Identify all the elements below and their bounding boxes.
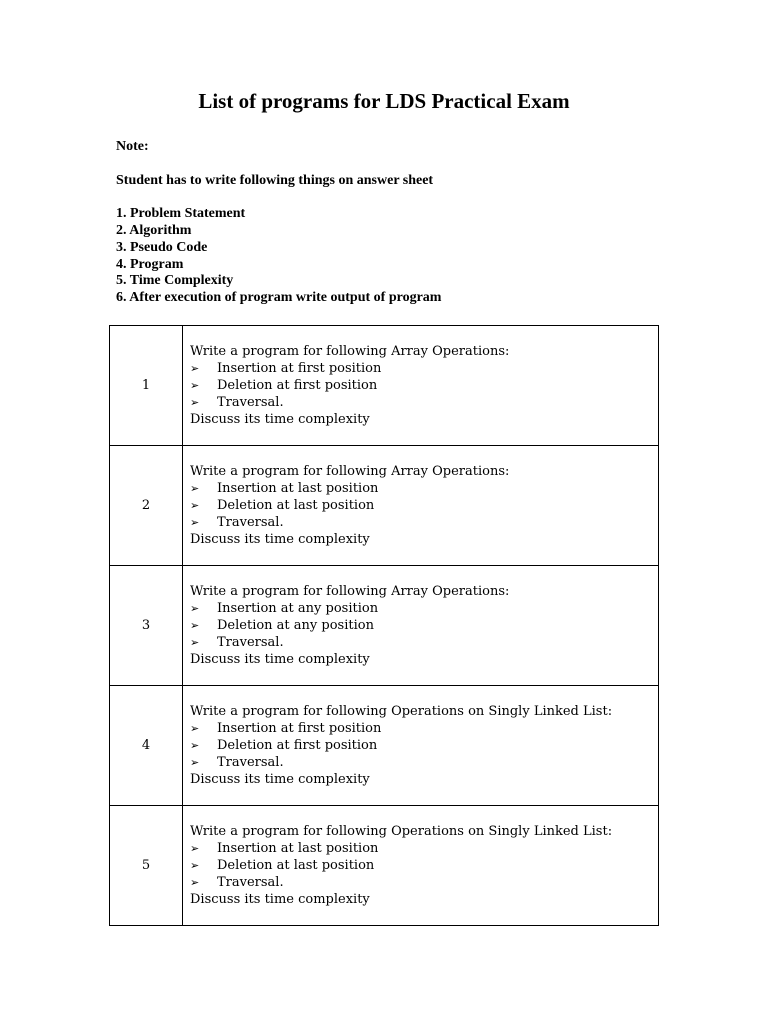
operation-item: ➢ Deletion at last position: [190, 498, 375, 513]
arrow-bullet-icon: ➢: [190, 482, 200, 495]
program-number: 5: [110, 806, 183, 926]
programs-table: [109, 325, 659, 926]
program-number: 1: [110, 326, 183, 446]
arrow-bullet-icon: ➢: [190, 739, 200, 752]
program-outro: Discuss its time complexity: [190, 532, 370, 547]
page-title: List of programs for LDS Practical Exam: [198, 89, 570, 113]
program-intro: Write a program for following Array Operations:: [190, 464, 510, 479]
operation-item: ➢ Traversal.: [190, 635, 284, 650]
operation-item: ➢ Traversal.: [190, 515, 284, 530]
arrow-bullet-icon: ➢: [190, 876, 200, 889]
program-intro: Write a program for following Array Operations:: [190, 344, 510, 359]
operation-item: ➢ Deletion at last position: [190, 858, 375, 873]
program-intro: Write a program for following Operations on Singly Linked List:: [190, 704, 613, 719]
operation-item: ➢ Traversal.: [190, 755, 284, 770]
note-label: Note:: [116, 139, 149, 154]
operation-item: ➢ Traversal.: [190, 875, 284, 890]
operation-item: ➢ Insertion at last position: [190, 481, 379, 496]
program-description: [183, 806, 659, 926]
requirement-item: 5. Time Complexity: [116, 273, 234, 289]
operation-item: ➢ Insertion at first position: [190, 721, 382, 736]
arrow-bullet-icon: ➢: [190, 842, 200, 855]
arrow-bullet-icon: ➢: [190, 636, 200, 649]
program-description: [183, 686, 659, 806]
program-outro: Discuss its time complexity: [190, 652, 370, 667]
operation-item: ➢ Insertion at any position: [190, 601, 379, 616]
program-number: 2: [110, 446, 183, 566]
arrow-bullet-icon: ➢: [190, 499, 200, 512]
program-outro: Discuss its time complexity: [190, 772, 370, 787]
operation-item: ➢ Deletion at first position: [190, 738, 378, 753]
program-number: 3: [110, 566, 183, 686]
program-description: [183, 566, 659, 686]
program-outro: Discuss its time complexity: [190, 892, 370, 907]
table-row: [110, 806, 659, 926]
arrow-bullet-icon: ➢: [190, 756, 200, 769]
program-outro: Discuss its time complexity: [190, 412, 370, 427]
arrow-bullet-icon: ➢: [190, 722, 200, 735]
table-row: [110, 566, 659, 686]
requirement-item: 4. Program: [116, 256, 184, 272]
notes-section: [116, 139, 676, 307]
arrow-bullet-icon: ➢: [190, 379, 200, 392]
program-description: [183, 446, 659, 566]
requirement-item: 6. After execution of program write output of program: [116, 290, 442, 306]
operation-item: ➢ Deletion at first position: [190, 378, 378, 393]
arrow-bullet-icon: ➢: [190, 396, 200, 409]
operation-item: ➢ Insertion at last position: [190, 841, 379, 856]
arrow-bullet-icon: ➢: [190, 619, 200, 632]
table-row: [110, 686, 659, 806]
requirement-item: 3. Pseudo Code: [116, 239, 208, 255]
arrow-bullet-icon: ➢: [190, 602, 200, 615]
program-description: [183, 326, 659, 446]
arrow-bullet-icon: ➢: [190, 859, 200, 872]
operation-item: ➢ Traversal.: [190, 395, 284, 410]
operation-item: ➢ Insertion at first position: [190, 361, 382, 376]
requirement-item: 2. Algorithm: [116, 222, 192, 238]
instruction-text: Student has to write following things on answer sheet: [116, 172, 434, 188]
table-row: [110, 446, 659, 566]
program-number: 4: [110, 686, 183, 806]
arrow-bullet-icon: ➢: [190, 516, 200, 529]
operation-item: ➢ Deletion at any position: [190, 618, 374, 633]
requirement-item: 1. Problem Statement: [116, 206, 246, 222]
program-intro: Write a program for following Array Operations:: [190, 584, 510, 599]
program-intro: Write a program for following Operations on Singly Linked List:: [190, 824, 613, 839]
table-row: [110, 326, 659, 446]
arrow-bullet-icon: ➢: [190, 362, 200, 375]
